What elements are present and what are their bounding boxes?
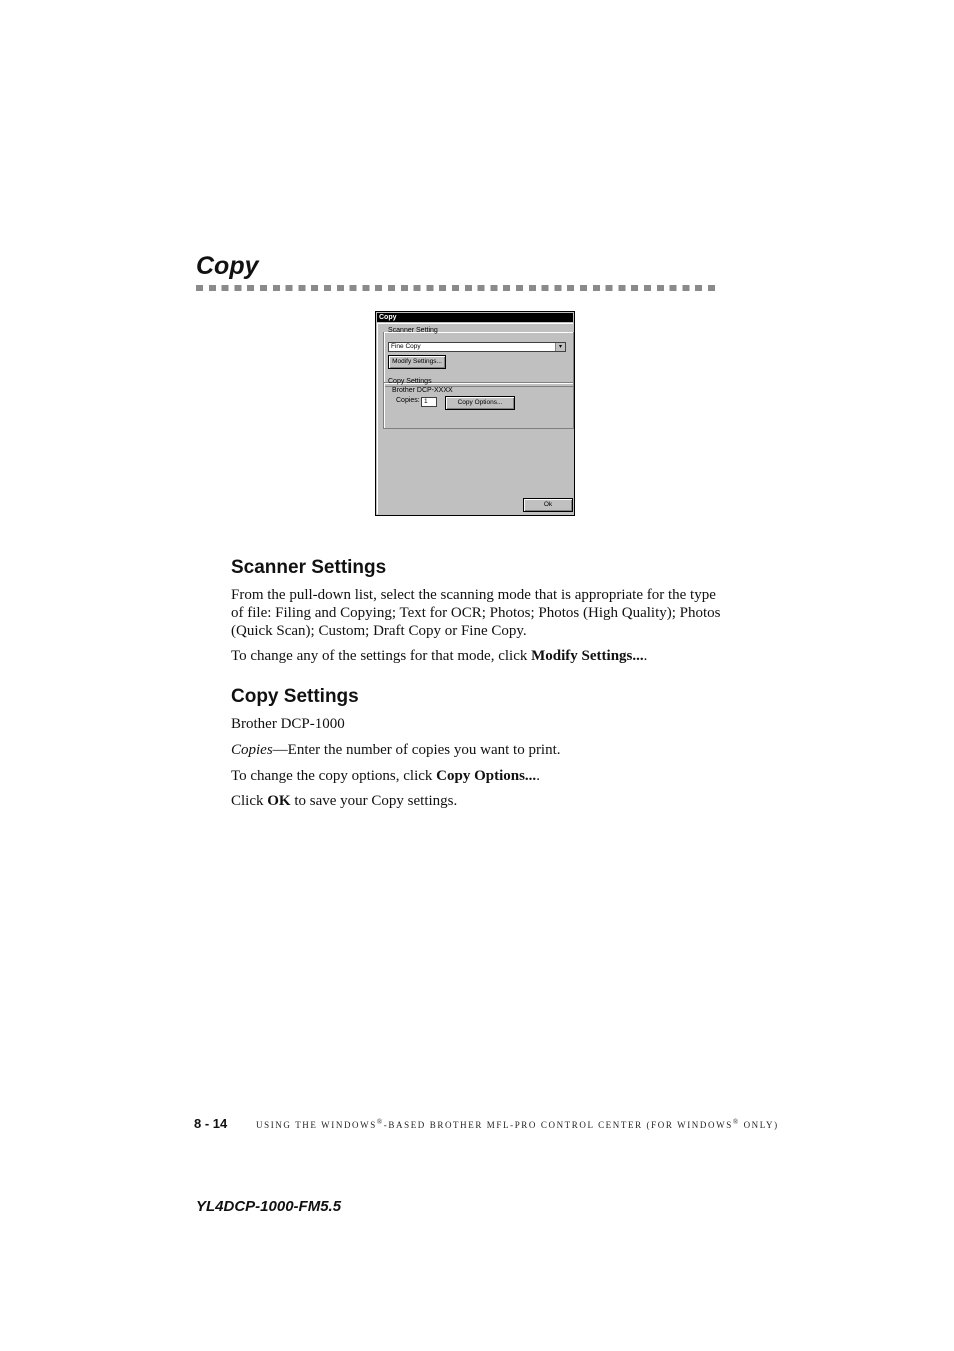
registered-mark: ®: [732, 1118, 740, 1126]
modify-settings-button[interactable]: Modify Settings...: [388, 355, 446, 369]
running-footer: [256, 1118, 779, 1130]
instruction-text: To change the copy options, click: [231, 768, 437, 784]
registered-mark: ®: [376, 1118, 384, 1126]
footer-text: USING THE WINDOWS: [256, 1120, 377, 1130]
scanner-settings-heading: Scanner Settings: [231, 557, 387, 578]
copy-dialog-screenshot: [375, 311, 575, 516]
dialog-titlebar: Copy: [377, 313, 573, 322]
ok-button[interactable]: Ok: [523, 498, 573, 512]
copies-description: [231, 741, 723, 759]
copy-options-instruction: [231, 767, 723, 785]
copies-term: Copies: [231, 742, 273, 758]
modify-settings-instruction: [231, 647, 723, 665]
page-number: 8 - 14: [194, 1116, 228, 1131]
copy-settings-label: Copy Settings: [388, 378, 432, 385]
model-name: Brother DCP-1000: [231, 716, 345, 732]
footer-text: ONLY): [739, 1120, 779, 1130]
device-name: Brother DCP-XXXX: [392, 387, 453, 394]
document-id: YL4DCP-1000-FM5.5: [196, 1198, 342, 1215]
modify-settings-term: Modify Settings...: [531, 648, 644, 664]
instruction-text: .: [643, 648, 648, 664]
scan-mode-value: Fine Copy: [391, 343, 421, 350]
instruction-text: .: [536, 768, 540, 784]
scanner-settings-paragraph: From the pull-down list, select the scanning mode that is appropriate for the type of file: Filing and Copying; Text for OCR; Photos; Photos (High Quality); Photos (Quick Scan); Custom; Draft Copy or Fine Copy.: [231, 587, 721, 639]
chevron-down-icon[interactable]: ▾: [555, 343, 565, 351]
copy-options-button[interactable]: Copy Options...: [445, 396, 515, 410]
dialog-body: [377, 323, 573, 514]
copy-settings-heading: Copy Settings: [231, 686, 359, 707]
copies-label: Copies:: [396, 397, 420, 404]
copies-text: —Enter the number of copies you want to print.: [272, 742, 561, 758]
ok-term: OK: [267, 793, 291, 809]
ok-instruction: [231, 792, 723, 810]
copies-input[interactable]: 1: [421, 397, 437, 407]
instruction-text: Click: [231, 793, 268, 809]
copy-options-term: Copy Options...: [436, 768, 537, 784]
scan-mode-select[interactable]: [388, 342, 566, 352]
instruction-text: to save your Copy settings.: [290, 793, 458, 809]
scanner-setting-label: Scanner Setting: [388, 327, 438, 334]
section-title: Copy: [196, 252, 259, 280]
instruction-text: To change any of the settings for that mode, click: [231, 648, 532, 664]
footer-text: -BASED BROTHER MFL-PRO CONTROL CENTER (FOR WINDOWS: [383, 1120, 733, 1130]
dashed-rule: [196, 285, 720, 291]
